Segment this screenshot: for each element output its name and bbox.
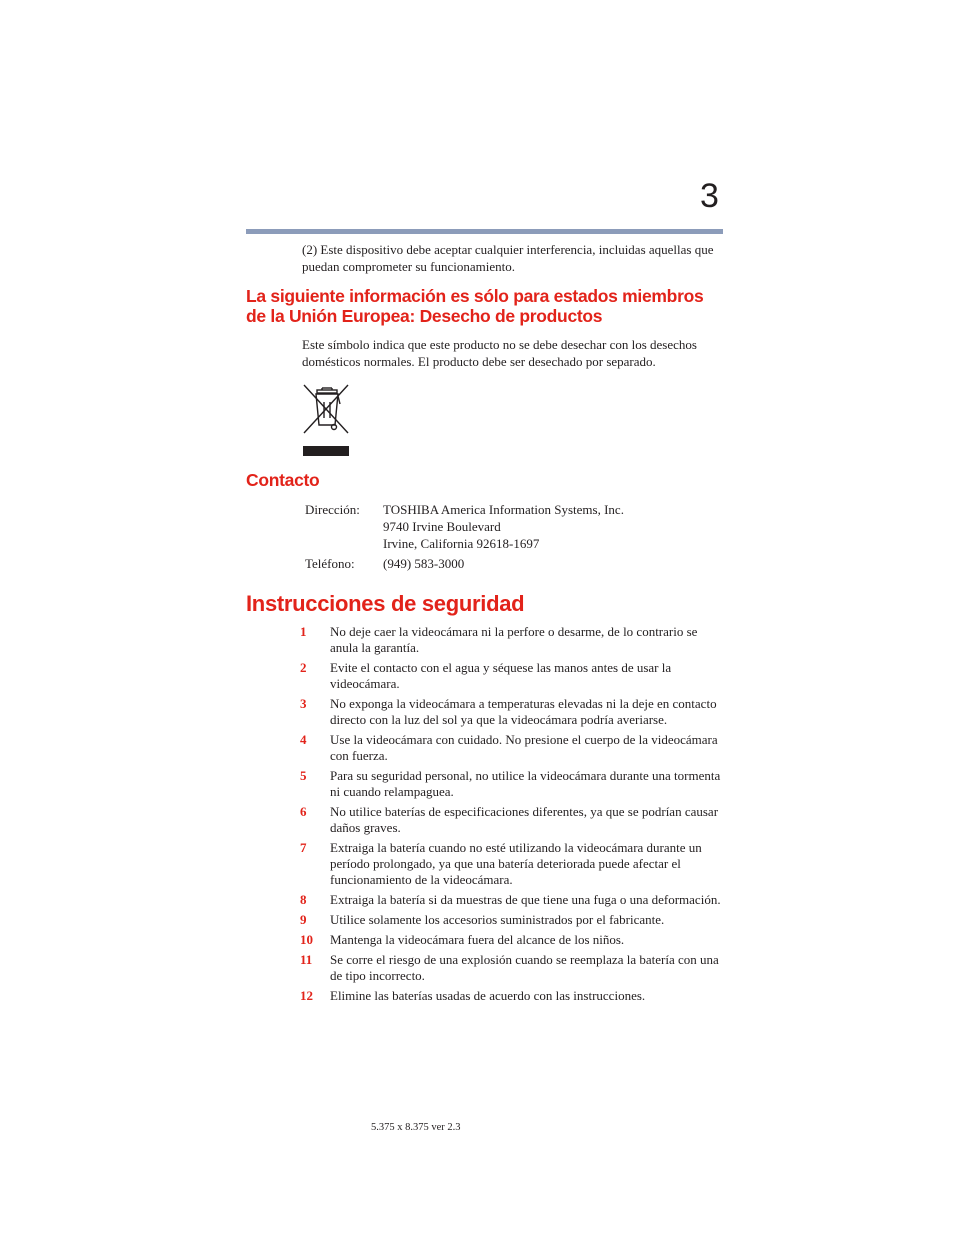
item-text: Para su seguridad personal, no utilice la videocámara durante una tormenta ni cuando relampaguea.	[330, 768, 721, 799]
item-number: 2	[300, 660, 307, 675]
item-number: 9	[300, 912, 307, 927]
item-text: Extraiga la batería cuando no esté utilizando la videocámara durante un período prolongado, ya que una batería deteriorada puede afectar el funcionamiento de la videocámara.	[330, 840, 702, 887]
list-item	[300, 912, 724, 928]
list-item	[300, 988, 724, 1004]
list-item	[300, 624, 724, 656]
list-item	[300, 952, 724, 984]
contact-table	[305, 501, 725, 575]
item-text: No exponga la videocámara a temperaturas elevadas ni la deje en contacto directo con la luz del sol ya que la videocámara podría averiarse.	[330, 696, 717, 727]
item-number: 10	[300, 932, 313, 947]
item-number: 11	[300, 952, 313, 967]
item-number: 1	[300, 624, 307, 639]
list-item	[300, 732, 724, 764]
item-text: Utilice solamente los accesorios suministrados por el fabricante.	[330, 912, 665, 927]
page-footer: 5.375 x 8.375 ver 2.3	[371, 1122, 461, 1133]
item-number: 12	[300, 988, 313, 1003]
safety-heading: Instrucciones de seguridad	[246, 591, 525, 616]
item-text: No deje caer la videocámara ni la perfore o desarme, de lo contrario se anula la garantía.	[330, 624, 698, 655]
address-label: Dirección:	[305, 502, 360, 517]
item-number: 7	[300, 840, 307, 855]
list-item	[300, 768, 724, 800]
address-row	[305, 501, 725, 552]
item-number: 8	[300, 892, 307, 907]
item-number: 6	[300, 804, 307, 819]
list-item	[300, 660, 724, 692]
list-item	[300, 892, 724, 908]
eu-disposal-heading: La siguiente información es sólo para estados miembros de la Unión Europea: Desecho de productos	[246, 286, 704, 326]
item-text: Mantenga la videocámara fuera del alcance de los niños.	[330, 932, 625, 947]
address-line: TOSHIBA America Information Systems, Inc.	[383, 502, 624, 517]
eu-disposal-text: Este símbolo indica que este producto no se debe desechar con los desechos domésticos normales. El producto debe ser desechado por separado.	[302, 337, 697, 369]
item-text: No utilice baterías de especificaciones diferentes, ya que se podrían causar daños graves.	[330, 804, 719, 835]
item-text: Se corre el riesgo de una explosión cuando se reemplaza la batería con una de tipo incorrecto.	[330, 952, 719, 983]
item-number: 3	[300, 696, 307, 711]
address-value	[383, 501, 624, 552]
item-text: Evite el contacto con el agua y séquese las manos antes de usar la videocámara.	[330, 660, 672, 691]
crossed-out-wheelie-bin-icon	[302, 382, 350, 458]
address-line: 9740 Irvine Boulevard	[383, 519, 501, 534]
list-item	[300, 804, 724, 836]
list-item	[300, 840, 724, 888]
phone-row	[305, 555, 725, 572]
phone-label: Teléfono:	[305, 556, 355, 571]
contact-heading: Contacto	[246, 470, 320, 490]
page-number: 3	[700, 177, 719, 215]
intro-paragraph: (2) Este dispositivo debe aceptar cualquier interferencia, incluidas aquellas que puedan comprometer su funcionamiento.	[302, 242, 714, 274]
item-text: Elimine las baterías usadas de acuerdo con las instrucciones.	[330, 988, 646, 1003]
address-line: Irvine, California 92618-1697	[383, 536, 540, 551]
item-text: Use la videocámara con cuidado. No presione el cuerpo de la videocámara con fuerza.	[330, 732, 718, 763]
item-number: 5	[300, 768, 307, 783]
header-rule	[246, 229, 723, 234]
item-number: 4	[300, 732, 307, 747]
list-item	[300, 696, 724, 728]
safety-list	[300, 624, 724, 1008]
item-text: Extraiga la batería si da muestras de que tiene una fuga o una deformación.	[330, 892, 721, 907]
phone-value: (949) 583-3000	[383, 556, 465, 571]
list-item	[300, 932, 724, 948]
